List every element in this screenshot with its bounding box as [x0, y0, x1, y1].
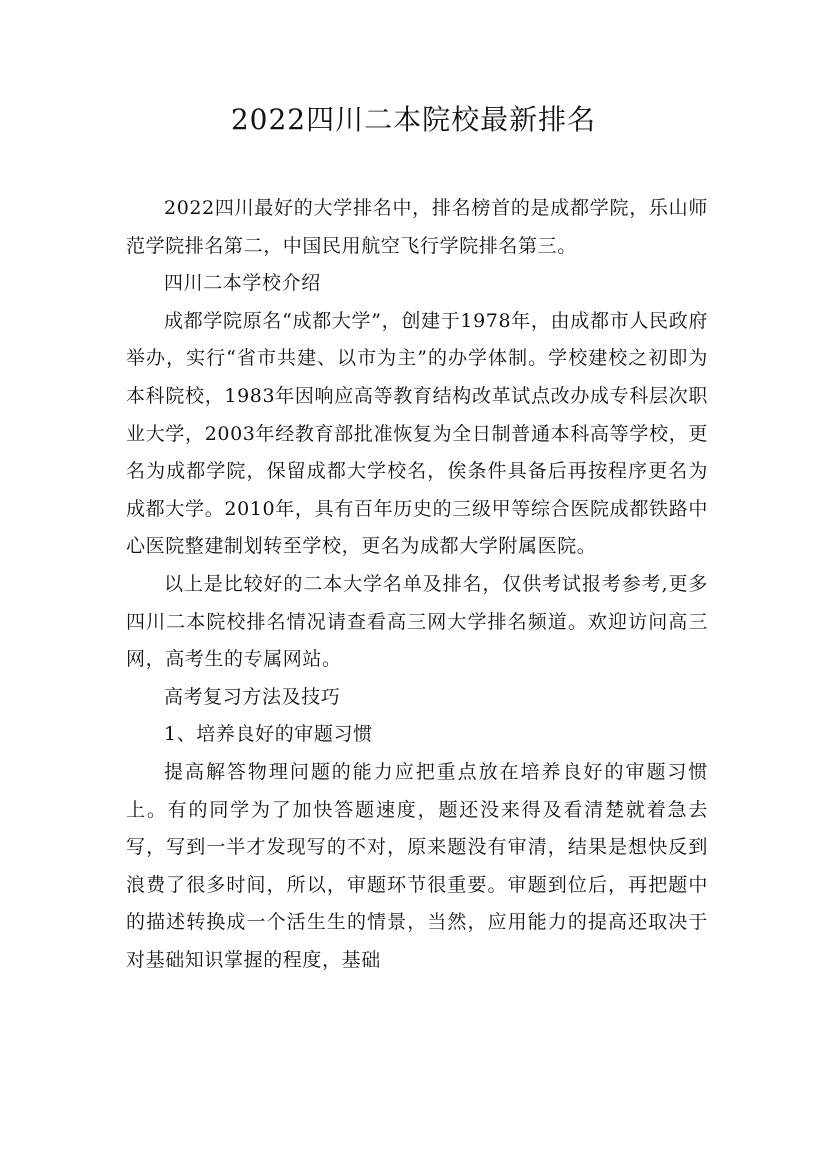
paragraph-tip-1-heading: 1、培养良好的审题习惯	[164, 723, 373, 746]
paragraph-tip-1-body: 提高解答物理问题的能力应把重点放在培养良好的审题习惯上。有的同学为了加快答题速度，题还没来得及看清楚就着急去写，写到一半才发现写的不对，原来题没有审清，结果是想快反到浪费了很多时间，所以，审题环节很重要。审题到位后，再把题中的描述转换成一个活生生的情景，当然，应用能力的提高还取决于对基础知识掌握的程度，基础	[126, 760, 708, 971]
paragraph-chengdu-university: 成都学院原名“成都大学”，创建于1978年，由成都市人民政府举办，实行“省市共建、以市为主”的办学体制。学校建校之初即为本科院校，1983年因响应高等教育结构改革试点改办成专科层次职业大学，2003年经教育部批准恢复为全日制普通本科高等学校，更名为成都学院，保留成都大学校名，俟条件具备后再按程序更名为成都大学。2010年，具有百年历史的三级甲等综合医院成都铁路中心医院整建制划转至学校，更名为成都大学附属医院。	[126, 309, 708, 558]
paragraph-heading-study-tips: 高考复习方法及技巧	[164, 685, 341, 708]
paragraph-ranking-summary: 2022四川最好的大学排名中，排名榜首的是成都学院，乐山师范学院排名第二，中国民用航空飞行学院排名第三。	[126, 197, 708, 257]
paragraph-heading-school-intro: 四川二本学校介绍	[164, 272, 321, 295]
document-body	[126, 190, 708, 979]
paragraph-reference-note: 以上是比较好的二本大学名单及排名，仅供考试报考参考,更多四川二本院校排名情况请查看高三网大学排名频道。欢迎访问高三网，高考生的专属网站。	[126, 572, 708, 671]
document-title: 2022四川二本院校最新排名	[230, 103, 597, 136]
